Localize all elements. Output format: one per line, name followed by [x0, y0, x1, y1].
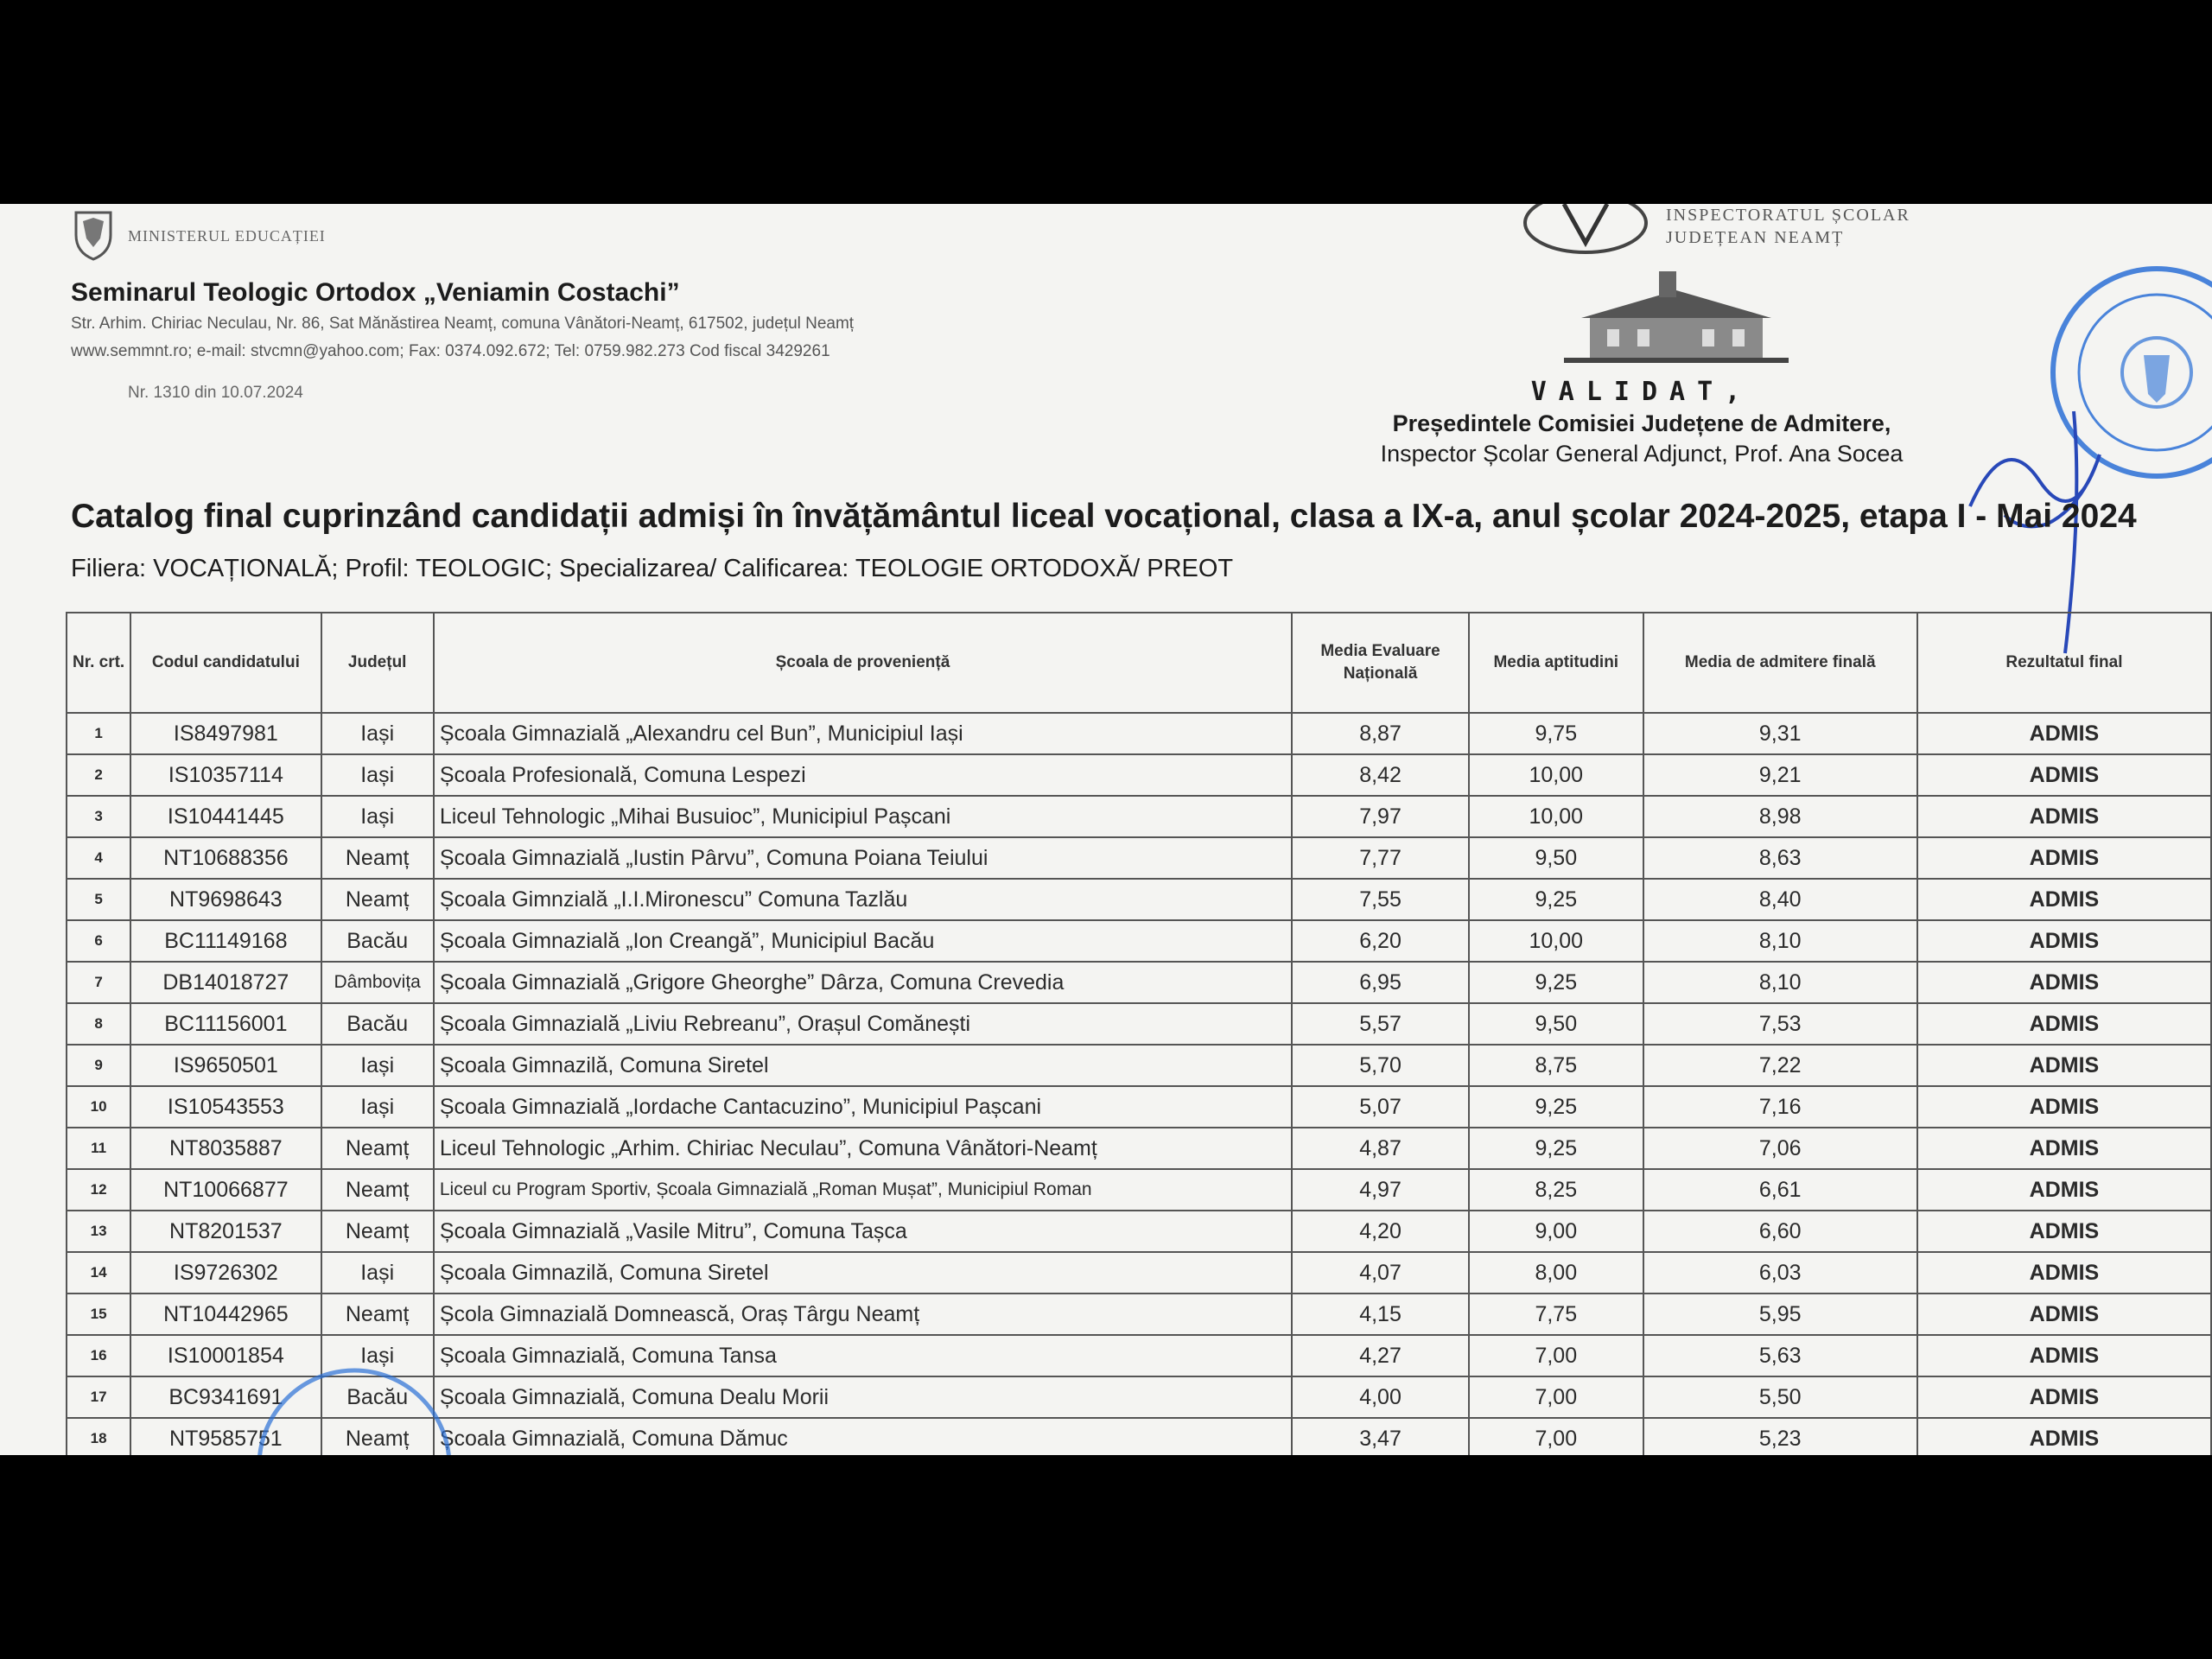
row-code: IS9726302: [130, 1252, 321, 1294]
row-county: Bacău: [321, 920, 434, 962]
table-row: [67, 837, 2211, 879]
row-code: BC11156001: [130, 1003, 321, 1045]
row-apt: 9,25: [1469, 962, 1643, 1003]
catalog-subtitle: Filiera: VOCAȚIONALĂ; Profil: TEOLOGIC; Specializarea/ Calificarea: TEOLOGIE ORTODOXĂ/ PREOT: [71, 555, 1234, 582]
table-row: [67, 1128, 2211, 1169]
row-school: Școala Gimnazială „Liviu Rebreanu”, Orașul Comănești: [434, 1003, 1292, 1045]
row-code: IS10441445: [130, 796, 321, 837]
row-en: 4,20: [1292, 1211, 1469, 1252]
row-county: Neamț: [321, 1169, 434, 1211]
row-school: Școala Gimnazială „Vasile Mitru”, Comuna Tașca: [434, 1211, 1292, 1252]
row-apt: 7,00: [1469, 1335, 1643, 1376]
row-school: Școala Gimnzială „I.I.Mironescu” Comuna Tazlău: [434, 879, 1292, 920]
row-apt: 8,00: [1469, 1252, 1643, 1294]
row-county: Iași: [321, 1086, 434, 1128]
row-nr: 17: [67, 1376, 130, 1418]
row-school: Școala Gimnazilă, Comuna Siretel: [434, 1045, 1292, 1086]
row-nr: 1: [67, 713, 130, 754]
row-county: Iași: [321, 1045, 434, 1086]
col-result: Rezultatul final: [1917, 613, 2211, 713]
row-final: 7,16: [1643, 1086, 1917, 1128]
row-apt: 9,25: [1469, 879, 1643, 920]
row-result: ADMIS: [1917, 962, 2211, 1003]
row-en: 7,77: [1292, 837, 1469, 879]
row-en: 4,87: [1292, 1128, 1469, 1169]
table-row: [67, 879, 2211, 920]
row-code: BC11149168: [130, 920, 321, 962]
row-final: 9,21: [1643, 754, 1917, 796]
row-county: Neamț: [321, 1418, 434, 1455]
row-apt: 10,00: [1469, 754, 1643, 796]
row-apt: 10,00: [1469, 920, 1643, 962]
row-final: 6,60: [1643, 1211, 1917, 1252]
row-school: Școala Gimnazială „Alexandru cel Bun”, Municipiul Iași: [434, 713, 1292, 754]
row-en: 4,00: [1292, 1376, 1469, 1418]
row-result: ADMIS: [1917, 1169, 2211, 1211]
row-result: ADMIS: [1917, 754, 2211, 796]
row-code: NT8035887: [130, 1128, 321, 1169]
row-result: ADMIS: [1917, 1128, 2211, 1169]
row-en: 5,07: [1292, 1086, 1469, 1128]
row-en: 5,57: [1292, 1003, 1469, 1045]
row-result: ADMIS: [1917, 1211, 2211, 1252]
row-code: DB14018727: [130, 962, 321, 1003]
row-apt: 7,00: [1469, 1418, 1643, 1455]
row-nr: 6: [67, 920, 130, 962]
table-row: [67, 962, 2211, 1003]
row-nr: 9: [67, 1045, 130, 1086]
row-result: ADMIS: [1917, 879, 2211, 920]
row-school: Școala Profesională, Comuna Lespezi: [434, 754, 1292, 796]
row-county: Iași: [321, 754, 434, 796]
row-nr: 16: [67, 1335, 130, 1376]
admission-table: [66, 612, 2212, 1455]
row-code: NT9698643: [130, 879, 321, 920]
row-code: NT10688356: [130, 837, 321, 879]
row-en: 7,97: [1292, 796, 1469, 837]
row-en: 3,47: [1292, 1418, 1469, 1455]
row-en: 5,70: [1292, 1045, 1469, 1086]
bottom-stamp-icon: [251, 1362, 458, 1455]
row-school: Liceul Tehnologic „Mihai Busuioc”, Municipiul Pașcani: [434, 796, 1292, 837]
row-nr: 2: [67, 754, 130, 796]
table-row: [67, 713, 2211, 754]
row-result: ADMIS: [1917, 920, 2211, 962]
row-result: ADMIS: [1917, 1045, 2211, 1086]
row-nr: 10: [67, 1086, 130, 1128]
inspector-name: Inspector Școlar General Adjunct, Prof. Ana Socea: [1380, 441, 1904, 467]
row-en: 4,15: [1292, 1294, 1469, 1335]
row-nr: 11: [67, 1128, 130, 1169]
row-final: 8,10: [1643, 920, 1917, 962]
row-apt: 9,25: [1469, 1128, 1643, 1169]
row-result: ADMIS: [1917, 796, 2211, 837]
ministry-name: MINISTERUL EDUCAȚIEI: [128, 226, 326, 245]
row-nr: 12: [67, 1169, 130, 1211]
row-code: IS10357114: [130, 754, 321, 796]
col-apt: Media aptitudini: [1469, 613, 1643, 713]
col-county: Județul: [321, 613, 434, 713]
row-result: ADMIS: [1917, 1252, 2211, 1294]
table-row: [67, 1003, 2211, 1045]
row-nr: 3: [67, 796, 130, 837]
col-school: Școala de proveniență: [434, 613, 1292, 713]
row-apt: 10,00: [1469, 796, 1643, 837]
row-nr: 4: [67, 837, 130, 879]
row-county: Iași: [321, 713, 434, 754]
row-result: ADMIS: [1917, 837, 2211, 879]
school-name: Seminarul Teologic Ortodox „Veniamin Costachi”: [71, 278, 680, 307]
row-code: NT10066877: [130, 1169, 321, 1211]
document-page: [0, 204, 2212, 1455]
row-result: ADMIS: [1917, 1294, 2211, 1335]
row-apt: 8,25: [1469, 1169, 1643, 1211]
row-county: Bacău: [321, 1376, 434, 1418]
row-result: ADMIS: [1917, 713, 2211, 754]
row-county: Iași: [321, 796, 434, 837]
school-address: Str. Arhim. Chiriac Neculau, Nr. 86, Sat Mănăstirea Neamț, comuna Vânători-Neamț, 617502, județul Neamț: [71, 315, 855, 333]
row-school: Liceul cu Program Sportiv, Școala Gimnazială „Roman Mușat”, Municipiul Roman: [434, 1169, 1292, 1211]
row-result: ADMIS: [1917, 1335, 2211, 1376]
row-code: NT10442965: [130, 1294, 321, 1335]
row-school: Școala Gimnazilă, Comuna Siretel: [434, 1252, 1292, 1294]
col-code: Codul candidatului: [130, 613, 321, 713]
row-county: Neamț: [321, 1211, 434, 1252]
row-school: Școala Gimnazială „Grigore Gheorghe” Dârza, Comuna Crevedia: [434, 962, 1292, 1003]
row-nr: 13: [67, 1211, 130, 1252]
row-final: 7,53: [1643, 1003, 1917, 1045]
row-final: 8,63: [1643, 837, 1917, 879]
monastery-drawing-icon: [1555, 264, 1797, 368]
row-county: Iași: [321, 1252, 434, 1294]
row-county: Neamț: [321, 879, 434, 920]
row-apt: 7,75: [1469, 1294, 1643, 1335]
table-row: [67, 1169, 2211, 1211]
table-row: [67, 796, 2211, 837]
row-county: Neamț: [321, 837, 434, 879]
row-en: 4,97: [1292, 1169, 1469, 1211]
isj-logo-icon: [1521, 204, 1650, 256]
row-school: Școala Gimnazială, Comuna Dealu Morii: [434, 1376, 1292, 1418]
row-final: 6,03: [1643, 1252, 1917, 1294]
catalog-title: Catalog final cuprinzând candidații admiși în învățământul liceal vocațional, clasa a IX-a, anul școlar 2024-2025, etapa I - Mai 2024: [71, 498, 2137, 535]
row-en: 4,27: [1292, 1335, 1469, 1376]
validat-label: VALIDAT,: [1530, 377, 1753, 407]
row-county: Bacău: [321, 1003, 434, 1045]
row-school: Școala Gimnazială, Comuna Tansa: [434, 1335, 1292, 1376]
row-en: 7,55: [1292, 879, 1469, 920]
table-row: [67, 1252, 2211, 1294]
row-en: 4,07: [1292, 1252, 1469, 1294]
table-header-row: [67, 613, 2211, 713]
row-code: IS9650501: [130, 1045, 321, 1086]
row-code: IS8497981: [130, 713, 321, 754]
table-row: [67, 1086, 2211, 1128]
row-code: NT8201537: [130, 1211, 321, 1252]
row-final: 5,50: [1643, 1376, 1917, 1418]
row-nr: 18: [67, 1418, 130, 1455]
school-contact: www.semmnt.ro; e-mail: stvcmn@yahoo.com; Fax: 0374.092.672; Tel: 0759.982.273 Cod fiscal 3429261: [71, 342, 830, 360]
row-code: IS10543553: [130, 1086, 321, 1128]
row-result: ADMIS: [1917, 1086, 2211, 1128]
validation-block: [1210, 377, 2074, 467]
row-apt: 9,75: [1469, 713, 1643, 754]
col-final: Media de admitere finală: [1643, 613, 1917, 713]
row-code: BC9341691: [130, 1376, 321, 1418]
row-apt: 9,00: [1469, 1211, 1643, 1252]
row-final: 5,23: [1643, 1418, 1917, 1455]
row-result: ADMIS: [1917, 1376, 2211, 1418]
table-row: [67, 1211, 2211, 1252]
isj-header: [1521, 204, 1910, 256]
table-row: [67, 1045, 2211, 1086]
row-final: 5,63: [1643, 1335, 1917, 1376]
col-nr: Nr. crt.: [67, 613, 130, 713]
isj-name: INSPECTORATUL ȘCOLAR JUDEȚEAN NEAMȚ: [1666, 206, 1910, 247]
row-en: 6,95: [1292, 962, 1469, 1003]
row-nr: 5: [67, 879, 130, 920]
row-nr: 15: [67, 1294, 130, 1335]
row-nr: 14: [67, 1252, 130, 1294]
row-school: Liceul Tehnologic „Arhim. Chiriac Neculau”, Comuna Vânători-Neamț: [434, 1128, 1292, 1169]
row-school: Școala Gimnazială „Iordache Cantacuzino”, Municipiul Pașcani: [434, 1086, 1292, 1128]
ministry-header: [71, 209, 326, 263]
row-result: ADMIS: [1917, 1418, 2211, 1455]
table-row: [67, 920, 2211, 962]
row-apt: 8,75: [1469, 1045, 1643, 1086]
col-en: Media Evaluare Națională: [1292, 613, 1469, 713]
row-school: Școla Gimnazială Domnească, Oraș Târgu Neamț: [434, 1294, 1292, 1335]
row-county: Dâmbovița: [321, 962, 434, 1003]
row-apt: 9,50: [1469, 1003, 1643, 1045]
table-row: [67, 754, 2211, 796]
row-school: Școala Gimnazială „Ion Creangă”, Municipiul Bacău: [434, 920, 1292, 962]
row-county: Neamț: [321, 1294, 434, 1335]
row-final: 9,31: [1643, 713, 1917, 754]
row-nr: 8: [67, 1003, 130, 1045]
row-final: 6,61: [1643, 1169, 1917, 1211]
row-county: Neamț: [321, 1128, 434, 1169]
row-en: 8,87: [1292, 713, 1469, 754]
table-row: [67, 1294, 2211, 1335]
row-en: 6,20: [1292, 920, 1469, 962]
row-school: Școala Gimnazială, Comuna Dămuc: [434, 1418, 1292, 1455]
registration-number: Nr. 1310 din 10.07.2024: [128, 384, 303, 402]
row-final: 7,06: [1643, 1128, 1917, 1169]
coat-of-arms-icon: [71, 209, 116, 263]
row-school: Școala Gimnazială „Iustin Pârvu”, Comuna Poiana Teiului: [434, 837, 1292, 879]
row-final: 7,22: [1643, 1045, 1917, 1086]
row-nr: 7: [67, 962, 130, 1003]
row-final: 8,40: [1643, 879, 1917, 920]
row-result: ADMIS: [1917, 1003, 2211, 1045]
row-code: NT9585751: [130, 1418, 321, 1455]
row-county: Iași: [321, 1335, 434, 1376]
row-apt: 9,25: [1469, 1086, 1643, 1128]
row-final: 8,98: [1643, 796, 1917, 837]
row-apt: 9,50: [1469, 837, 1643, 879]
row-apt: 7,00: [1469, 1376, 1643, 1418]
row-final: 5,95: [1643, 1294, 1917, 1335]
row-code: IS10001854: [130, 1335, 321, 1376]
president-title: Președintele Comisiei Județene de Admitere,: [1392, 410, 1891, 436]
row-final: 8,10: [1643, 962, 1917, 1003]
row-en: 8,42: [1292, 754, 1469, 796]
